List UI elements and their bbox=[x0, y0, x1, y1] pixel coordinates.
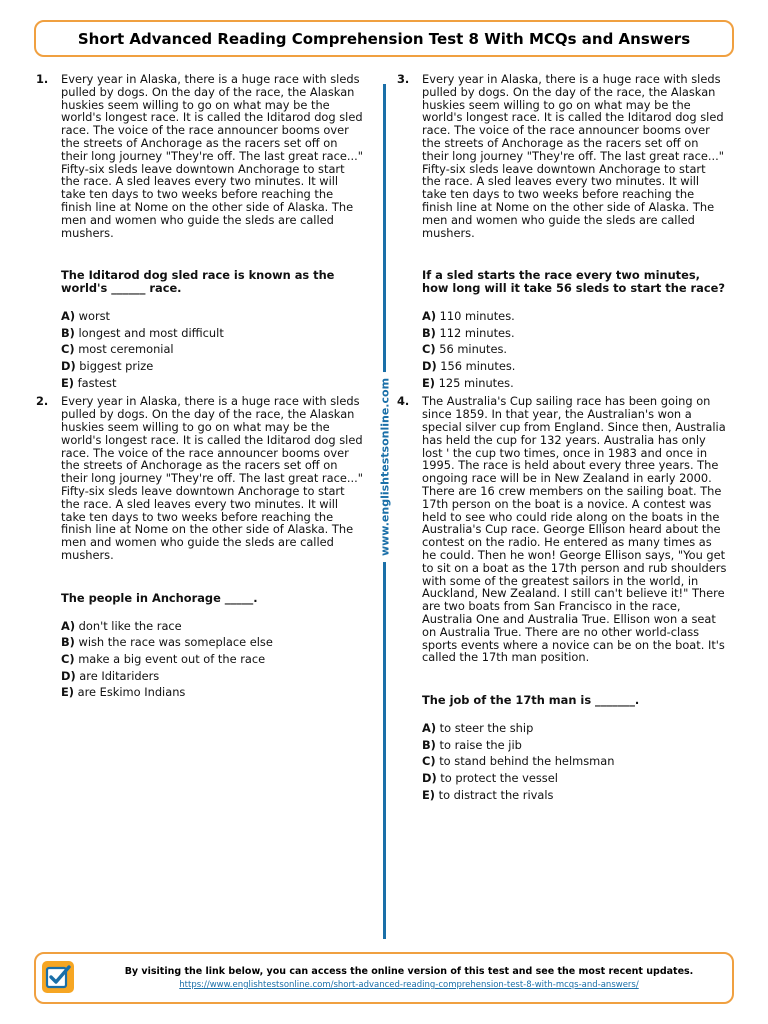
question-number: 4. bbox=[397, 394, 410, 409]
option-e: E) are Eskimo Indians bbox=[61, 685, 186, 700]
checkbox-check-icon bbox=[42, 961, 74, 993]
question-block-3 bbox=[397, 73, 727, 391]
left-column bbox=[36, 73, 366, 701]
footer-box bbox=[34, 952, 734, 1004]
page-title: Short Advanced Reading Comprehension Test 8 With MCQs and Answers bbox=[34, 20, 734, 57]
question-block-4 bbox=[397, 395, 727, 803]
option-a: A) 110 minutes. bbox=[422, 308, 515, 323]
option-b: B) wish the race was someplace else bbox=[61, 635, 273, 650]
question-text: The Iditarod dog sled race is known as the world's ______ race. bbox=[61, 268, 335, 296]
passage-text: Every year in Alaska, there is a huge race with sleds pulled by dogs. On the day of the race, the Alaskan huskies seem willing to go on what may be the world's longest race. It is called the Iditarod dog sled race. The voice of the race announcer booms over the streets of Anchorage as the racers set off on their long journey "They're off. The last great race..." Fifty-six sleds leave downtown Anchorage to start the race. A sled leaves every two minutes. It will take ten days to two weeks before reaching the finish line at Nome on the other side of Alaska. The men and women who guide the sleds are called mushers. bbox=[422, 72, 724, 240]
question-text: The people in Anchorage _____. bbox=[61, 590, 258, 605]
option-c: C) 56 minutes. bbox=[422, 342, 508, 357]
test-url-link[interactable]: https://www.englishtestsonline.com/short-advanced-reading-comprehension-test-8-with-mcqs-and-answers/ bbox=[179, 980, 639, 990]
site-watermark: www.englishtestsonline.com bbox=[376, 372, 393, 562]
passage-text: The Australia's Cup sailing race has been going on since 1859. In that year, the Australian's won a special silver cup from England. Since then, Australia has held the cup for 132 years. Australia has only lost ' the cup two times, once in 1983 and once in 1995. The race is held about every three years. The ongoing race will be in New Zealand in early 2000. There are 16 crew members on the sailing boat. The 17th person on the boat is a novice. A contest was held to see who could ride along on the boats in the Australia's Cup race. George Ellison heard about the contest on the radio. He entered as many times as he could. Then he won! George Ellison says, "You get to sit on a boat as the 17th person and rub shoulders with some of the greatest sailors in the world, in Auckland, New Zealand. I still can't believe it!" There are two boats from San Francisco in the race, Australia One and Australia True. Ellison won a seat on Australia True. There are no other world-class sports events where a novice can be on the boat. It's called the 17th man position. bbox=[422, 394, 727, 665]
question-text: If a sled starts the race every two minutes, how long will it take 56 sleds to start the race? bbox=[422, 268, 725, 296]
option-b: B) 112 minutes. bbox=[422, 325, 515, 340]
question-number: 1. bbox=[36, 72, 49, 86]
question-number: 2. bbox=[36, 394, 49, 409]
option-list bbox=[61, 618, 366, 702]
option-b: B) to raise the jib bbox=[422, 737, 522, 752]
option-a: A) worst bbox=[61, 308, 111, 323]
option-d: D) to protect the vessel bbox=[422, 771, 558, 786]
option-list bbox=[422, 720, 727, 804]
passage-text: Every year in Alaska, there is a huge race with sleds pulled by dogs. On the day of the race, the Alaskan huskies seem willing to go on what may be the world's longest race. It is called the Iditarod dog sled race. The voice of the race announcer booms over the streets of Anchorage as the racers set off on their long journey "They're off. The last great race..." Fifty-six sleds leave downtown Anchorage to start the race. A sled leaves every two minutes. It will take ten days to two weeks before reaching the finish line at Nome on the other side of Alaska. The men and women who guide the sleds are called mushers. bbox=[61, 394, 363, 563]
option-e: E) to distract the rivals bbox=[422, 787, 554, 802]
option-list bbox=[422, 308, 727, 392]
option-a: A) don't like the race bbox=[61, 618, 182, 633]
question-block-2 bbox=[36, 395, 366, 701]
option-d: D) biggest prize bbox=[61, 359, 154, 374]
option-c: C) make a big event out of the race bbox=[61, 652, 266, 667]
option-b: B) longest and most difficult bbox=[61, 325, 224, 340]
question-number: 3. bbox=[397, 72, 410, 86]
option-d: D) 156 minutes. bbox=[422, 359, 516, 374]
right-column bbox=[397, 73, 727, 804]
question-block-1 bbox=[36, 73, 366, 391]
passage-text: Every year in Alaska, there is a huge race with sleds pulled by dogs. On the day of the race, the Alaskan huskies seem willing to go on what may be the world's longest race. It is called the Iditarod dog sled race. The voice of the race announcer booms over the streets of Anchorage as the racers set off on their long journey "They're off. The last great race..." Fifty-six sleds leave downtown Anchorage to start the race. A sled leaves every two minutes. It will take ten days to two weeks before reaching the finish line at Nome on the other side of Alaska. The men and women who guide the sleds are called mushers. bbox=[61, 72, 363, 240]
footer-notice: By visiting the link below, you can access the online version of this test and see the most recent updates. bbox=[124, 966, 694, 977]
option-e: E) fastest bbox=[61, 375, 117, 390]
option-c: C) to stand behind the helmsman bbox=[422, 754, 615, 769]
question-text: The job of the 17th man is _______. bbox=[422, 693, 640, 708]
option-list bbox=[61, 308, 366, 392]
option-c: C) most ceremonial bbox=[61, 342, 174, 357]
option-a: A) to steer the ship bbox=[422, 721, 534, 735]
option-e: E) 125 minutes. bbox=[422, 375, 514, 390]
option-d: D) are Iditariders bbox=[61, 668, 160, 683]
